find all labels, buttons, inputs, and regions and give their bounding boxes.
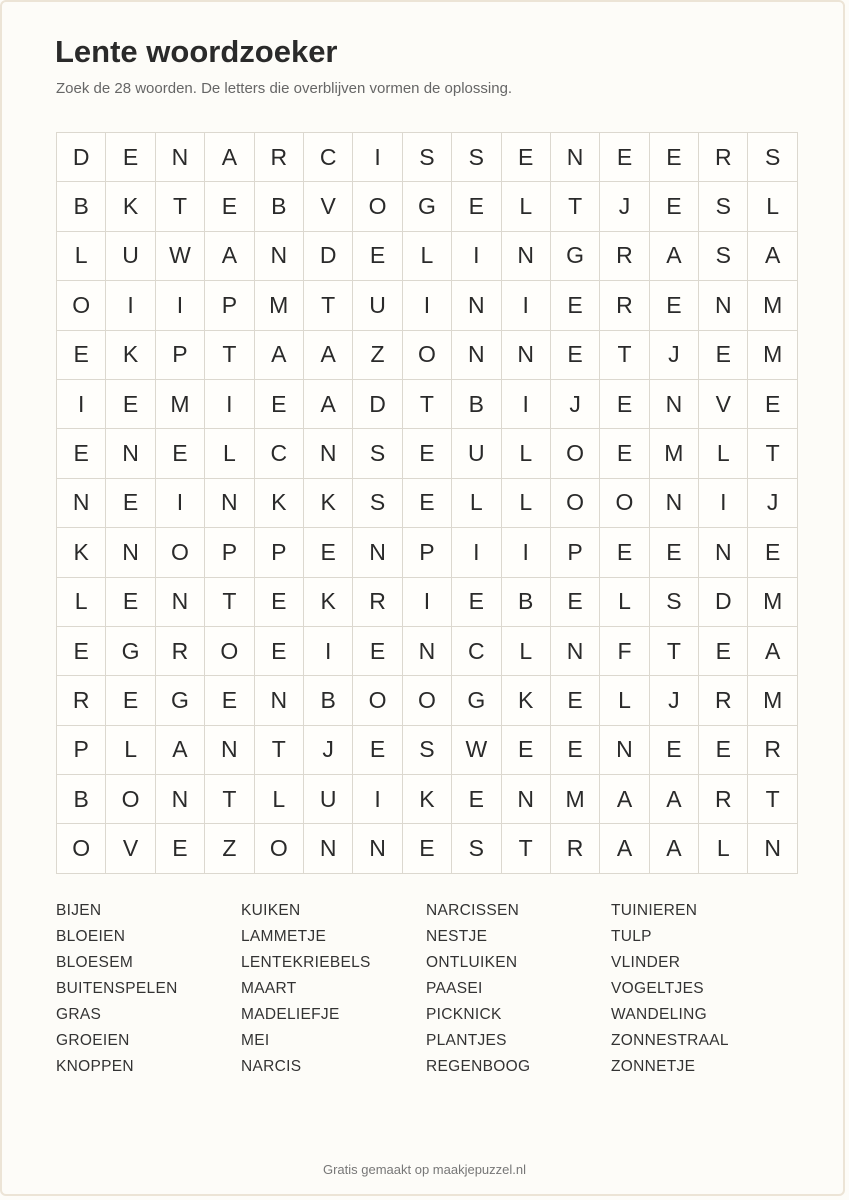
grid-cell[interactable]: E: [551, 726, 600, 775]
grid-cell[interactable]: U: [353, 281, 402, 330]
grid-cell[interactable]: A: [304, 380, 353, 429]
grid-cell[interactable]: T: [205, 331, 254, 380]
grid-cell[interactable]: O: [551, 429, 600, 478]
instructions: Zoek de 28 woorden. De letters die overblijven vormen de oplossing.: [56, 80, 513, 97]
grid-cell[interactable]: S: [353, 429, 402, 478]
grid-cell[interactable]: L: [502, 479, 551, 528]
grid-cell[interactable]: S: [353, 479, 402, 528]
grid-cell[interactable]: N: [551, 627, 600, 676]
page-title: Lente woordzoeker: [55, 34, 338, 69]
grid-cell[interactable]: F: [600, 627, 649, 676]
grid-cell[interactable]: K: [255, 479, 304, 528]
grid-cell[interactable]: E: [353, 627, 402, 676]
word-list-item: ZONNESTRAAL: [611, 1032, 729, 1049]
grid-cell[interactable]: E: [255, 578, 304, 627]
grid-cell[interactable]: O: [106, 775, 155, 824]
grid-cell[interactable]: N: [106, 528, 155, 577]
grid-cell[interactable]: M: [156, 380, 205, 429]
grid-cell[interactable]: M: [748, 676, 797, 725]
grid-cell[interactable]: L: [106, 726, 155, 775]
grid-cell[interactable]: K: [403, 775, 452, 824]
grid-cell[interactable]: L: [502, 429, 551, 478]
grid-cell[interactable]: N: [353, 824, 402, 873]
grid-cell[interactable]: M: [650, 429, 699, 478]
grid-cell[interactable]: N: [156, 578, 205, 627]
grid-cell[interactable]: E: [205, 182, 254, 231]
grid-cell[interactable]: E: [106, 479, 155, 528]
grid-cell[interactable]: S: [403, 133, 452, 182]
grid-cell[interactable]: E: [156, 429, 205, 478]
grid-cell[interactable]: K: [106, 182, 155, 231]
grid-cell[interactable]: R: [600, 281, 649, 330]
grid-cell[interactable]: O: [205, 627, 254, 676]
grid-cell[interactable]: N: [699, 281, 748, 330]
grid-cell[interactable]: E: [551, 331, 600, 380]
grid-cell[interactable]: G: [156, 676, 205, 725]
grid-cell[interactable]: K: [502, 676, 551, 725]
grid-cell[interactable]: T: [748, 775, 797, 824]
grid-cell[interactable]: L: [502, 182, 551, 231]
grid-cell[interactable]: N: [304, 824, 353, 873]
grid-cell[interactable]: N: [452, 281, 501, 330]
word-list-item: MAART: [241, 980, 297, 997]
grid-cell[interactable]: I: [304, 627, 353, 676]
grid-cell[interactable]: I: [502, 528, 551, 577]
grid-cell[interactable]: E: [452, 775, 501, 824]
word-list-item: REGENBOOG: [426, 1058, 531, 1075]
grid-cell[interactable]: E: [650, 182, 699, 231]
grid-cell[interactable]: M: [748, 331, 797, 380]
grid-cell[interactable]: R: [699, 133, 748, 182]
grid-cell[interactable]: I: [699, 479, 748, 528]
grid-cell[interactable]: T: [748, 429, 797, 478]
grid-cell[interactable]: A: [600, 824, 649, 873]
grid-cell[interactable]: E: [255, 380, 304, 429]
grid-cell[interactable]: D: [57, 133, 106, 182]
grid-cell[interactable]: M: [748, 281, 797, 330]
grid-cell[interactable]: E: [748, 380, 797, 429]
word-list-item: NARCIS: [241, 1058, 302, 1075]
grid-cell[interactable]: N: [255, 232, 304, 281]
grid-cell[interactable]: N: [255, 676, 304, 725]
grid-cell[interactable]: E: [452, 182, 501, 231]
grid-cell[interactable]: C: [304, 133, 353, 182]
grid-cell[interactable]: R: [353, 578, 402, 627]
grid-cell[interactable]: E: [106, 133, 155, 182]
word-list-item: BUITENSPELEN: [56, 980, 178, 997]
grid-cell[interactable]: T: [205, 775, 254, 824]
grid-cell[interactable]: E: [57, 331, 106, 380]
word-list-item: VOGELTJES: [611, 980, 704, 997]
grid-cell[interactable]: S: [748, 133, 797, 182]
grid-cell[interactable]: V: [699, 380, 748, 429]
grid-cell[interactable]: N: [502, 775, 551, 824]
grid-cell[interactable]: E: [156, 824, 205, 873]
grid-cell[interactable]: V: [106, 824, 155, 873]
grid-cell[interactable]: E: [106, 578, 155, 627]
grid-cell[interactable]: L: [748, 182, 797, 231]
grid-cell[interactable]: A: [304, 331, 353, 380]
grid-cell[interactable]: E: [650, 528, 699, 577]
grid-cell[interactable]: N: [403, 627, 452, 676]
word-list-item: MADELIEFJE: [241, 1006, 340, 1023]
grid-cell[interactable]: B: [304, 676, 353, 725]
grid-cell[interactable]: E: [600, 380, 649, 429]
grid-cell[interactable]: A: [205, 232, 254, 281]
grid-cell[interactable]: Z: [353, 331, 402, 380]
grid-cell[interactable]: T: [502, 824, 551, 873]
grid-cell[interactable]: N: [699, 528, 748, 577]
grid-cell[interactable]: A: [156, 726, 205, 775]
grid-cell[interactable]: N: [304, 429, 353, 478]
grid-cell[interactable]: I: [353, 775, 402, 824]
word-list-item: BLOESEM: [56, 954, 134, 971]
grid-cell[interactable]: R: [699, 676, 748, 725]
grid-cell[interactable]: G: [403, 182, 452, 231]
grid-cell[interactable]: K: [57, 528, 106, 577]
word-list-item: KUIKEN: [241, 902, 301, 919]
grid-cell[interactable]: N: [205, 479, 254, 528]
grid-cell[interactable]: S: [650, 578, 699, 627]
grid-cell[interactable]: E: [452, 578, 501, 627]
grid-cell[interactable]: D: [304, 232, 353, 281]
grid-cell[interactable]: E: [106, 380, 155, 429]
grid-cell[interactable]: L: [403, 232, 452, 281]
grid-cell[interactable]: L: [57, 232, 106, 281]
grid-cell[interactable]: U: [304, 775, 353, 824]
grid-cell[interactable]: L: [699, 824, 748, 873]
grid-cell[interactable]: I: [452, 528, 501, 577]
word-list-item: PLANTJES: [426, 1032, 507, 1049]
grid-cell[interactable]: B: [255, 182, 304, 231]
grid-cell[interactable]: G: [106, 627, 155, 676]
grid-cell[interactable]: J: [600, 182, 649, 231]
grid-cell[interactable]: A: [748, 232, 797, 281]
grid-cell[interactable]: I: [502, 281, 551, 330]
grid-cell[interactable]: A: [650, 775, 699, 824]
grid-cell[interactable]: U: [106, 232, 155, 281]
grid-cell[interactable]: A: [650, 824, 699, 873]
grid-cell[interactable]: O: [353, 676, 402, 725]
grid-cell[interactable]: N: [452, 331, 501, 380]
grid-cell[interactable]: U: [452, 429, 501, 478]
grid-cell[interactable]: P: [156, 331, 205, 380]
grid-cell[interactable]: N: [106, 429, 155, 478]
grid-cell[interactable]: J: [650, 331, 699, 380]
grid-cell[interactable]: B: [502, 578, 551, 627]
grid-cell[interactable]: E: [353, 726, 402, 775]
grid-cell[interactable]: L: [600, 578, 649, 627]
grid-cell[interactable]: E: [403, 824, 452, 873]
grid-cell[interactable]: E: [748, 528, 797, 577]
grid-cell[interactable]: N: [57, 479, 106, 528]
letter-grid: [56, 132, 798, 874]
grid-cell[interactable]: O: [57, 824, 106, 873]
grid-cell[interactable]: E: [255, 627, 304, 676]
grid-cell[interactable]: E: [650, 726, 699, 775]
grid-cell[interactable]: N: [502, 232, 551, 281]
grid-cell[interactable]: O: [551, 479, 600, 528]
grid-cell[interactable]: L: [699, 429, 748, 478]
grid-cell[interactable]: L: [255, 775, 304, 824]
grid-cell[interactable]: Z: [205, 824, 254, 873]
grid-cell[interactable]: J: [748, 479, 797, 528]
grid-cell[interactable]: N: [748, 824, 797, 873]
grid-cell[interactable]: A: [748, 627, 797, 676]
grid-cell[interactable]: E: [600, 528, 649, 577]
word-list-item: WANDELING: [611, 1006, 707, 1023]
grid-cell[interactable]: E: [600, 133, 649, 182]
grid-cell[interactable]: M: [551, 775, 600, 824]
grid-cell[interactable]: R: [699, 775, 748, 824]
grid-cell[interactable]: L: [205, 429, 254, 478]
grid-cell[interactable]: I: [156, 281, 205, 330]
grid-cell[interactable]: I: [403, 281, 452, 330]
grid-cell[interactable]: N: [650, 479, 699, 528]
grid-cell[interactable]: E: [502, 133, 551, 182]
grid-cell[interactable]: D: [699, 578, 748, 627]
grid-cell[interactable]: V: [304, 182, 353, 231]
grid-cell[interactable]: I: [205, 380, 254, 429]
grid-cell[interactable]: R: [600, 232, 649, 281]
grid-cell[interactable]: T: [403, 380, 452, 429]
grid-cell[interactable]: N: [650, 380, 699, 429]
grid-cell[interactable]: B: [57, 775, 106, 824]
grid-cell[interactable]: E: [57, 429, 106, 478]
word-list-item: NESTJE: [426, 928, 488, 945]
word-list-item: PICKNICK: [426, 1006, 502, 1023]
grid-cell[interactable]: P: [57, 726, 106, 775]
grid-cell[interactable]: S: [699, 182, 748, 231]
grid-cell[interactable]: L: [57, 578, 106, 627]
grid-cell[interactable]: M: [748, 578, 797, 627]
grid-cell[interactable]: E: [502, 726, 551, 775]
grid-cell[interactable]: I: [106, 281, 155, 330]
grid-cell[interactable]: I: [452, 232, 501, 281]
grid-cell[interactable]: T: [650, 627, 699, 676]
grid-cell[interactable]: L: [502, 627, 551, 676]
grid-cell[interactable]: M: [255, 281, 304, 330]
grid-cell[interactable]: E: [699, 331, 748, 380]
word-list: [56, 900, 796, 1082]
word-list-item: ZONNETJE: [611, 1058, 696, 1075]
grid-cell[interactable]: O: [255, 824, 304, 873]
grid-cell[interactable]: B: [57, 182, 106, 231]
grid-cell[interactable]: N: [205, 726, 254, 775]
grid-cell[interactable]: N: [600, 726, 649, 775]
grid-cell[interactable]: E: [551, 676, 600, 725]
word-list-item: PAASEI: [426, 980, 483, 997]
grid-cell[interactable]: E: [106, 676, 155, 725]
grid-cell[interactable]: A: [205, 133, 254, 182]
grid-cell[interactable]: O: [403, 331, 452, 380]
grid-cell[interactable]: N: [502, 331, 551, 380]
grid-cell[interactable]: D: [353, 380, 402, 429]
grid-cell[interactable]: C: [452, 627, 501, 676]
grid-cell[interactable]: I: [502, 380, 551, 429]
grid-cell[interactable]: N: [551, 133, 600, 182]
grid-cell[interactable]: T: [600, 331, 649, 380]
grid-cell[interactable]: P: [403, 528, 452, 577]
grid-cell[interactable]: E: [650, 281, 699, 330]
grid-cell[interactable]: P: [205, 528, 254, 577]
grid-cell[interactable]: T: [551, 182, 600, 231]
word-list-item: BLOEIEN: [56, 928, 126, 945]
grid-cell[interactable]: E: [403, 479, 452, 528]
grid-cell[interactable]: R: [57, 676, 106, 725]
word-list-item: MEI: [241, 1032, 270, 1049]
grid-cell[interactable]: B: [452, 380, 501, 429]
grid-cell[interactable]: C: [255, 429, 304, 478]
grid-cell[interactable]: S: [452, 824, 501, 873]
grid-cell[interactable]: A: [255, 331, 304, 380]
grid-cell[interactable]: E: [205, 676, 254, 725]
grid-cell[interactable]: I: [403, 578, 452, 627]
word-list-item: TUINIEREN: [611, 902, 698, 919]
grid-cell[interactable]: A: [600, 775, 649, 824]
grid-cell[interactable]: I: [353, 133, 402, 182]
grid-cell[interactable]: K: [304, 578, 353, 627]
word-list-item: LENTEKRIEBELS: [241, 954, 371, 971]
grid-cell[interactable]: T: [156, 182, 205, 231]
word-list-item: LAMMETJE: [241, 928, 327, 945]
grid-cell[interactable]: G: [551, 232, 600, 281]
grid-cell[interactable]: K: [304, 479, 353, 528]
grid-cell[interactable]: G: [452, 676, 501, 725]
grid-cell[interactable]: K: [106, 331, 155, 380]
grid-cell[interactable]: P: [205, 281, 254, 330]
word-list-item: GROEIEN: [56, 1032, 130, 1049]
grid-cell[interactable]: J: [304, 726, 353, 775]
word-list-item: KNOPPEN: [56, 1058, 134, 1075]
grid-cell[interactable]: W: [452, 726, 501, 775]
grid-cell[interactable]: I: [156, 479, 205, 528]
grid-cell[interactable]: O: [600, 479, 649, 528]
grid-cell[interactable]: P: [551, 528, 600, 577]
grid-cell[interactable]: E: [403, 429, 452, 478]
grid-cell[interactable]: O: [57, 281, 106, 330]
grid-cell[interactable]: E: [699, 726, 748, 775]
grid-cell[interactable]: L: [600, 676, 649, 725]
grid-cell[interactable]: P: [255, 528, 304, 577]
grid-cell[interactable]: A: [650, 232, 699, 281]
grid-cell[interactable]: O: [156, 528, 205, 577]
grid-cell[interactable]: S: [699, 232, 748, 281]
word-list-item: BIJEN: [56, 902, 102, 919]
word-list-item: VLINDER: [611, 954, 681, 971]
grid-cell[interactable]: T: [205, 578, 254, 627]
grid-cell[interactable]: J: [650, 676, 699, 725]
grid-cell[interactable]: R: [551, 824, 600, 873]
grid-cell[interactable]: R: [255, 133, 304, 182]
grid-cell[interactable]: E: [600, 429, 649, 478]
grid-cell[interactable]: E: [57, 627, 106, 676]
grid-cell[interactable]: S: [403, 726, 452, 775]
grid-cell[interactable]: S: [452, 133, 501, 182]
grid-cell[interactable]: E: [304, 528, 353, 577]
grid-cell[interactable]: I: [57, 380, 106, 429]
grid-cell[interactable]: E: [353, 232, 402, 281]
grid-cell[interactable]: O: [403, 676, 452, 725]
grid-cell[interactable]: W: [156, 232, 205, 281]
grid-cell[interactable]: E: [551, 578, 600, 627]
grid-cell[interactable]: J: [551, 380, 600, 429]
grid-cell[interactable]: E: [650, 133, 699, 182]
grid-cell[interactable]: N: [353, 528, 402, 577]
grid-cell[interactable]: E: [699, 627, 748, 676]
word-list-item: NARCISSEN: [426, 902, 520, 919]
grid-cell[interactable]: O: [353, 182, 402, 231]
grid-cell[interactable]: T: [304, 281, 353, 330]
footer-credit: Gratis gemaakt op maakjepuzzel.nl: [322, 1162, 527, 1177]
grid-cell[interactable]: R: [156, 627, 205, 676]
grid-cell[interactable]: T: [255, 726, 304, 775]
grid-cell[interactable]: N: [156, 133, 205, 182]
word-list-item: TULP: [611, 928, 652, 945]
grid-cell[interactable]: L: [452, 479, 501, 528]
word-list-item: ONTLUIKEN: [426, 954, 518, 971]
grid-cell[interactable]: N: [156, 775, 205, 824]
word-list-item: GRAS: [56, 1006, 102, 1023]
grid-cell[interactable]: E: [551, 281, 600, 330]
grid-cell[interactable]: R: [748, 726, 797, 775]
